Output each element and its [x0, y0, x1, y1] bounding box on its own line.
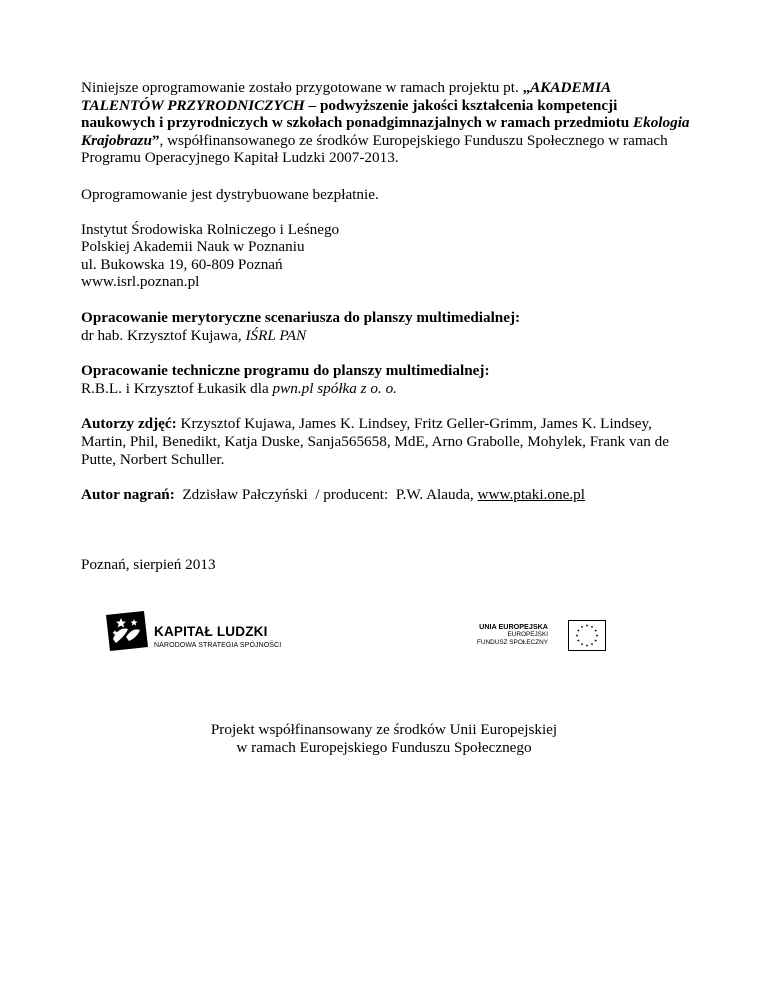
technical-authors: R.B.L. i Krzysztof Łukasik dla	[81, 379, 273, 397]
content-author-institution: IŚRL PAN	[245, 326, 307, 344]
eu-main-label: UNIA EUROPEJSKA	[479, 622, 548, 631]
technical-development-heading: Opracowanie techniczne programu do planszy multimedialnej:	[81, 362, 490, 380]
cofinancing-footer	[0, 721, 768, 756]
place-and-date: Poznań, sierpień 2013	[81, 556, 216, 573]
kapital-ludzki-name: KAPITAŁ LUDZKI	[154, 624, 268, 639]
content-development-heading: Opracowanie merytoryczne scenariusza do planszy multimedialnej:	[81, 308, 521, 326]
address-line-street: ul. Bukowska 19, 60-809 Poznań	[81, 255, 283, 273]
quote-close: ”	[151, 131, 160, 149]
photo-authors-label: Autorzy zdjęć:	[81, 415, 177, 433]
eu-sub-label-1: EUROPEJSKI	[507, 631, 548, 638]
kapital-ludzki-symbol-icon	[104, 609, 150, 653]
content-development-author-line	[81, 327, 691, 345]
technical-development-author-line	[81, 380, 691, 398]
kapital-ludzki-logo	[104, 609, 304, 653]
footer-line-2: w ramach Europejskiego Funduszu Społecznego	[236, 738, 532, 756]
project-name: AKADEMIA TALENTÓW PRZYRODNICZYCH	[81, 79, 611, 114]
address-line-institute: Instytut Środowiska Rolniczego i Leśnego	[81, 220, 340, 238]
address-line-academy: Polskiej Akademii Nauk w Poznaniu	[81, 238, 305, 256]
content-development-section	[81, 309, 691, 344]
photo-authors-paragraph	[81, 415, 691, 468]
photo-authors-names: Krzysztof Kujawa, James K. Lindsey, Fritz Geller-Grimm, James K. Lindsey, Martin, Phil, Benedikt, Katja Duske, Sanja565658, MdE, Arno Grabolle, Mohylek, Frank van de Putte, Norbert Schuller.	[81, 415, 670, 468]
intro-text-end: , współfinansowanego ze środków Europejskiego Funduszu Społecznego w ramach Programu Operacyjnego Kapitał Ludzki 2007-2013.	[81, 131, 668, 167]
intro-paragraph	[81, 79, 691, 167]
footer-line-1: Projekt współfinansowany ze środków Unii Europejskiej	[210, 721, 558, 738]
institute-address	[81, 221, 691, 291]
kapital-ludzki-tagline: NARODOWA STRATEGIA SPÓJNOŚCI	[154, 642, 282, 649]
document-body	[81, 79, 691, 504]
recordings-paragraph	[81, 486, 691, 504]
eu-flag-icon	[568, 620, 606, 651]
technical-development-section	[81, 362, 691, 397]
content-author: dr hab. Krzysztof Kujawa,	[81, 326, 246, 344]
free-distribution-note: Oprogramowanie jest dystrybuowane bezpłatnie.	[81, 185, 379, 203]
subject-name: Ekologia Krajobrazu	[81, 114, 690, 149]
technical-company: pwn.pl spółka z o. o.	[272, 379, 397, 397]
recordings-text: Zdzisław Pałczyński / producent: P.W. Alauda,	[174, 486, 478, 504]
recordings-link[interactable]: www.ptaki.one.pl	[477, 486, 585, 504]
quote-open: „	[522, 79, 531, 96]
eu-logo-text	[477, 622, 548, 647]
address-line-website: www.isrl.poznan.pl	[81, 273, 200, 291]
eu-logo	[466, 619, 606, 655]
eu-sub-label-2: FUNDUSZ SPOŁECZNY	[476, 639, 548, 646]
project-description: – podwyższenie jakości kształcenia kompetencji naukowych i przyrodniczych w szkołach ponadgimnazjalnych w ramach przedmiotu	[81, 96, 633, 132]
intro-text-start: Niniejsze oprogramowanie zostało przygotowane w ramach projektu pt.	[81, 79, 523, 96]
recordings-label: Autor nagrań:	[81, 486, 175, 504]
